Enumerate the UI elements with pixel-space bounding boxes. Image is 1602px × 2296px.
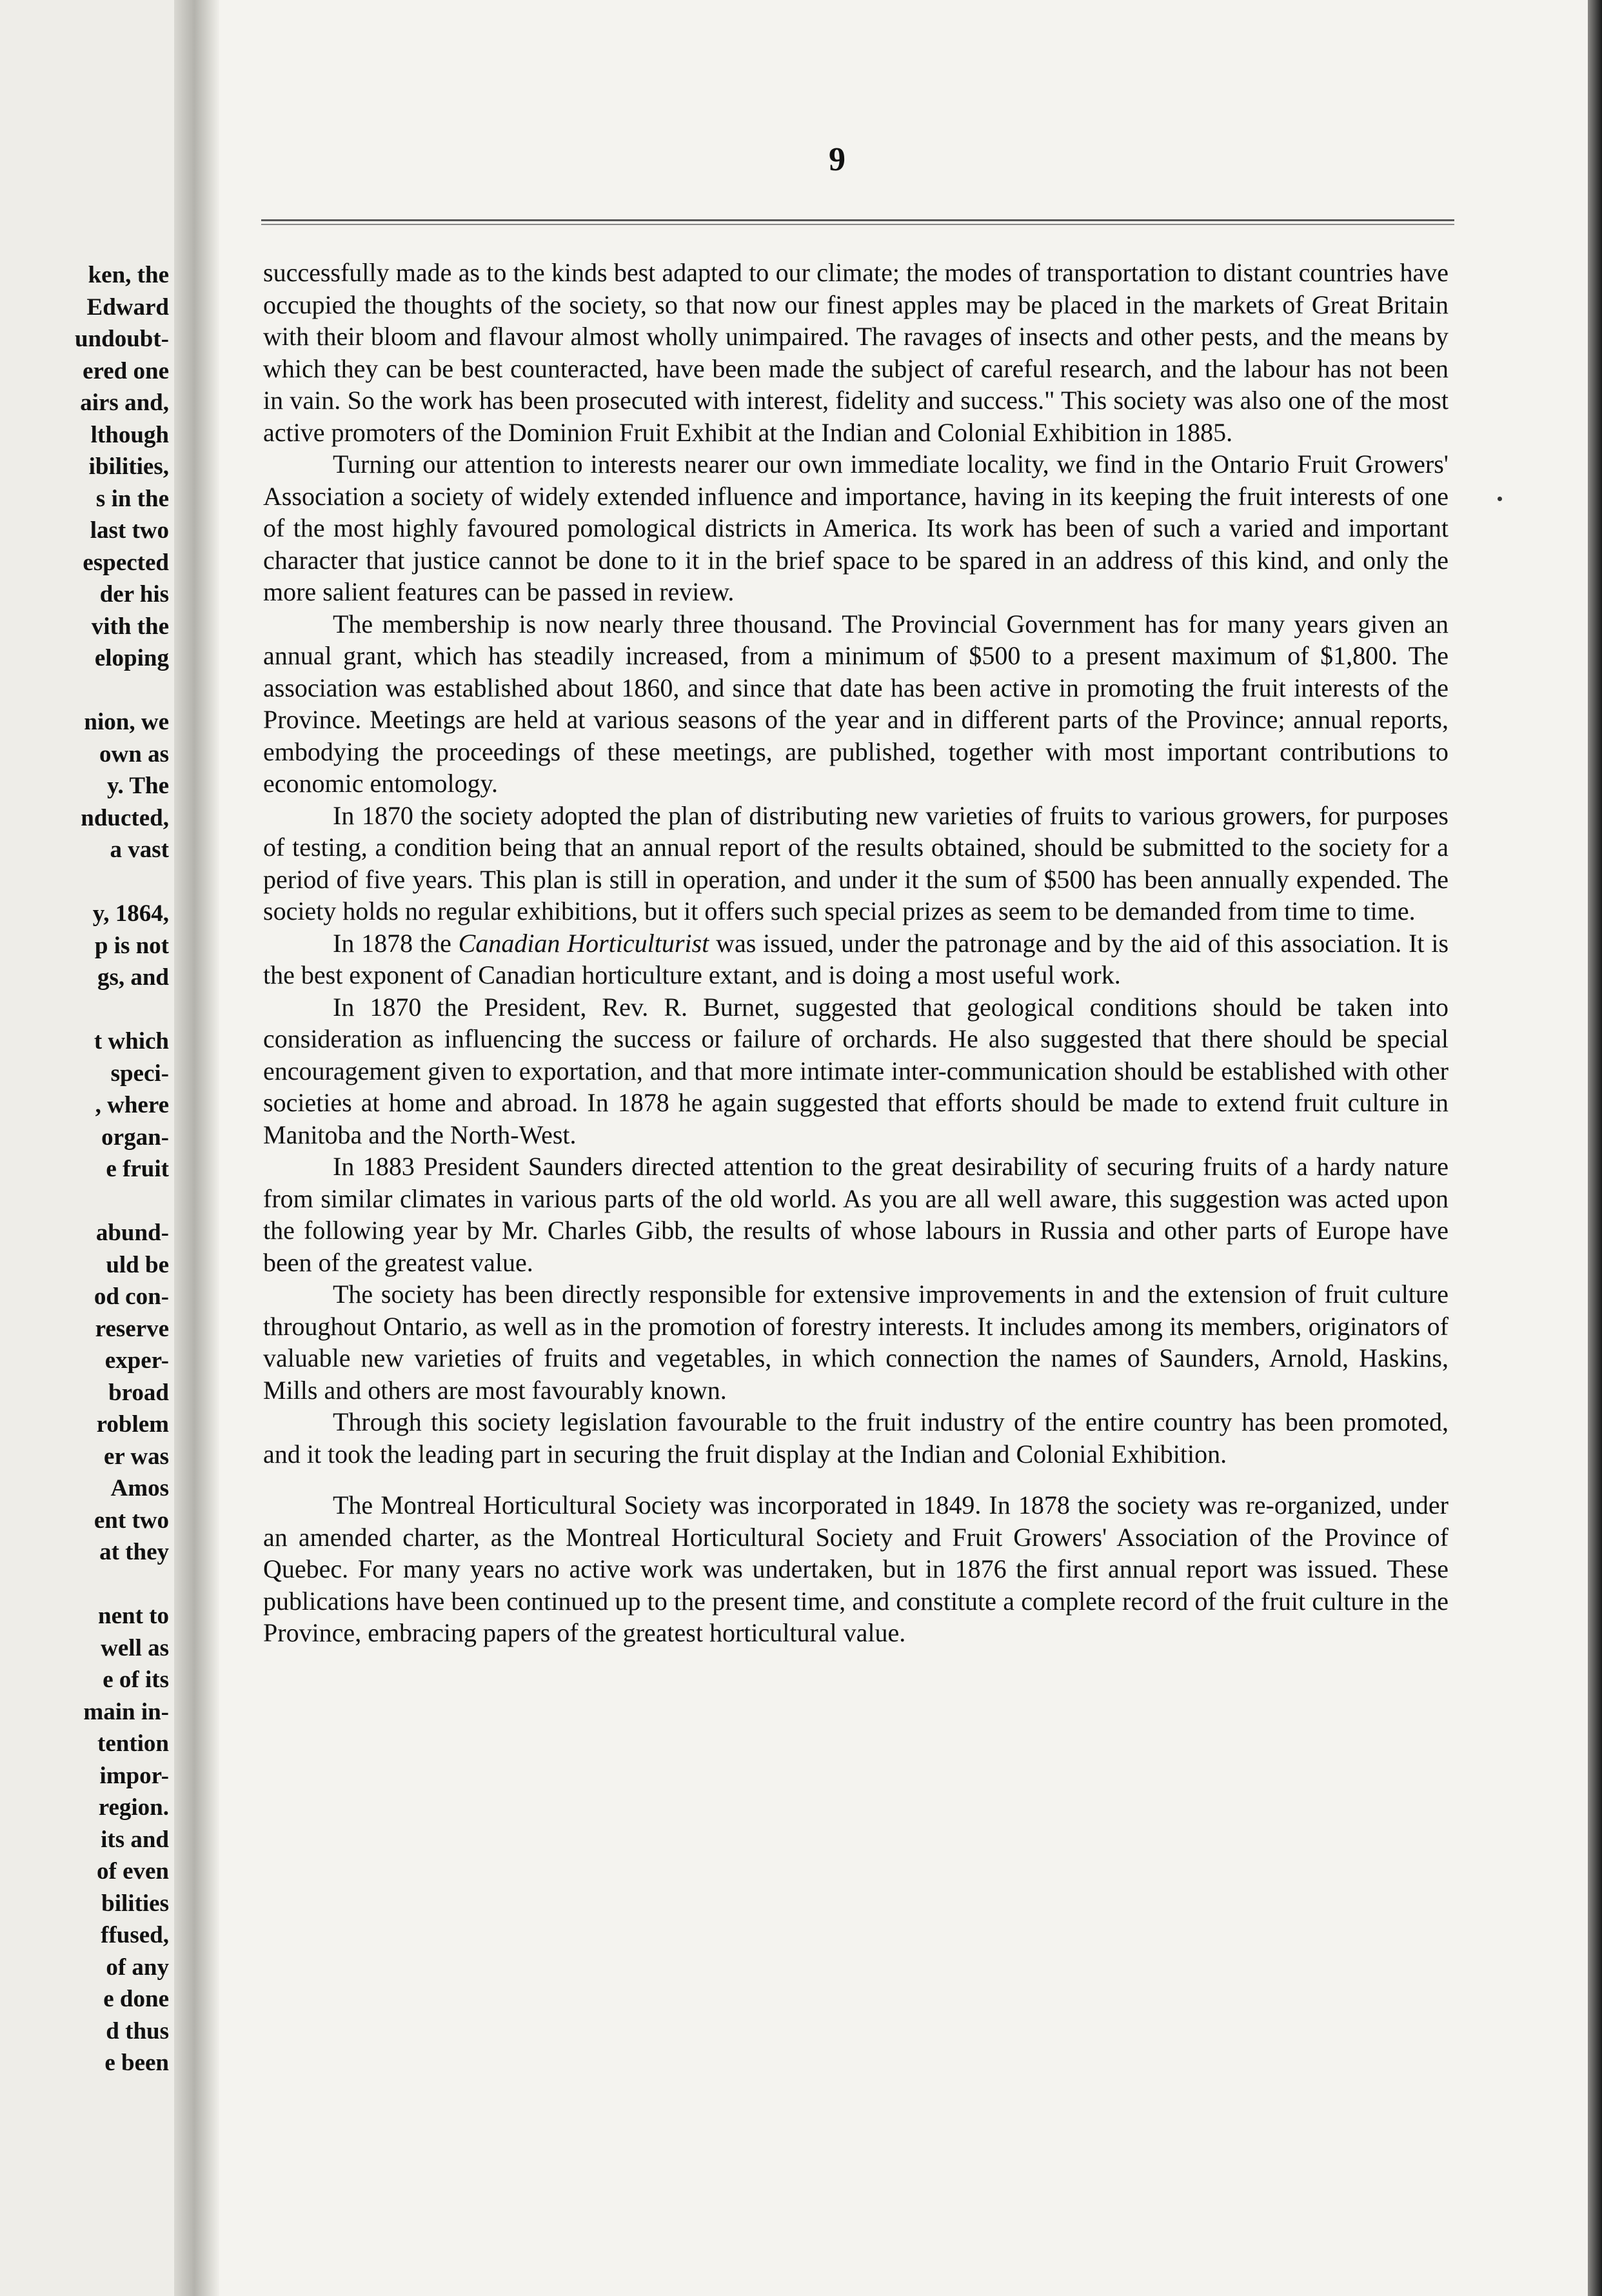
paragraph-montreal-society: The Montreal Horticultural Society was incorporated in 1849. In 1878 the society was re-organized, under an amended charter, as the Montreal Horticultural Society and Fruit Growers' Association of the Province of Quebec. For many years no active work was undertaken, but in 1876 the first annual report was issued. These publications have been continued up to the present time, and constitute a complete record of the fruit culture in the Province, embracing papers of the greatest horticultural value. <box>263 1490 1449 1647</box>
left-fragment-line: e fruit <box>106 1156 169 1182</box>
paragraph-saunders: In 1883 President Saunders directed attention to the great desirability of securing fruits of a hardy nature from similar climates in various parts of the old world. As you are all well aware, this suggestion was acted upon the following year by Mr. Charles Gibb, the results of whose labours in Russia and other parts of Europe have been of the greatest value. <box>263 1152 1449 1277</box>
left-fragment-line: s in the <box>95 485 169 512</box>
paragraph-continued: successfully made as to the kinds best adapted to our climate; the modes of transportation to distant countries have occupied the thoughts of the society, so that now our finest apples may be placed in the markets of Great Britain with their bloom and flavour almost wholly unimpaired. The ravages of insects and other pests, and the means by which they can be best counteracted, have been made the subject of careful research, and the labour has not been in vain. So the work has been prosecuted with interest, fidelity and success." This society was also one of the most active promoters of the Dominion Fruit Exhibit at the Indian and Colonial Exhibition in 1885. <box>263 258 1449 447</box>
book-gutter <box>174 0 219 2296</box>
left-fragment-line: e done <box>103 1986 169 2012</box>
left-fragment-line: broad <box>108 1379 169 1406</box>
left-fragment-line: d thus <box>106 2017 169 2044</box>
paragraph-ontario-association: Turning our attention to interests nearer our own immediate locality, we find in the Ontario Fruit Growers' Association a society of widely extended influence and importance, having in its keeping the fruit interests of one of the most highly favoured pomological districts in America. Its work has been of such a varied and important character that justice cannot be done to it in the brief space to be spared in an address of this kind, and only the more salient features can be passed in review. <box>263 450 1449 606</box>
left-fragment-line: y. The <box>107 773 169 799</box>
left-fragment-line: a vast <box>110 836 169 863</box>
left-fragment-line: last two <box>90 517 169 544</box>
left-fragment-line: impor- <box>99 1762 169 1789</box>
left-fragment-line: e been <box>104 2050 169 2076</box>
left-fragment-line: , where <box>95 1092 169 1118</box>
left-fragment-line: of any <box>106 1954 169 1981</box>
left-fragment-line: der his <box>99 581 169 608</box>
left-page-fragment <box>0 0 193 2296</box>
paragraph-canadian-horticulturist <box>263 927 1449 991</box>
left-fragment-line: tention <box>97 1730 169 1757</box>
left-fragment-line: ent two <box>94 1507 169 1534</box>
paragraph-distribution-plan: In 1870 the society adopted the plan of distributing new varieties of fruits to various growers, for purposes of testing, a condition being that an annual report of the results obtained, should be submitted to the society for a period of five years. This plan is still in operation, and under it the sum of $500 has been annually expended. The society holds no regular exhibitions, but it offers such special prizes as seem to be demanded from time to time. <box>263 800 1449 925</box>
header-rule <box>261 219 1454 225</box>
page-edge-shadow <box>1588 0 1602 2296</box>
left-fragment-line: reserve <box>95 1315 169 1342</box>
left-fragment-line: t which <box>94 1028 169 1054</box>
left-fragment-line: nion, we <box>84 709 169 735</box>
left-fragment-line: region. <box>98 1794 169 1821</box>
left-fragment-line: ken, the <box>88 262 169 288</box>
left-fragment-line: ffused, <box>101 1922 169 1948</box>
left-fragment-line: vith the <box>91 613 169 640</box>
publication-title: Canadian Horticulturist <box>458 928 709 958</box>
left-fragment-line: od con- <box>94 1283 169 1310</box>
left-fragment-line: at they <box>99 1539 169 1565</box>
left-fragment-line <box>0 1185 169 1218</box>
paragraph-1878-end: was issued, under the patronage and by the aid of this association. It is the best exponent of Canadian horticulture extant, and is doing a most useful work. <box>263 928 1449 989</box>
left-fragment-line: ered one <box>83 357 169 384</box>
left-fragment-line: roblem <box>96 1411 169 1438</box>
page-number: 9 <box>829 141 846 178</box>
left-fragment-line: er was <box>103 1443 169 1470</box>
left-fragment-line: e of its <box>103 1667 169 1693</box>
left-fragment-line: main in- <box>83 1698 169 1725</box>
left-fragment-line: ibilities, <box>88 453 169 480</box>
left-fragment-line: nent to <box>98 1603 169 1629</box>
paragraph-burnet: In 1870 the President, Rev. R. Burnet, suggested that geological conditions should be taken into consideration as influencing the success or failure of orchards. He also suggested that there should be special encouragement given to exportation, and that more intimate inter-communication should be established with other societies at home and abroad. In 1878 he again suggested that efforts should be made to extend fruit culture in Manitoba and the North-West. <box>263 992 1449 1149</box>
left-fragment-line: well as <box>101 1634 169 1661</box>
left-fragment-line: lthough <box>90 421 169 448</box>
left-fragment-line: espected <box>83 549 169 576</box>
left-page-text-fragments <box>0 259 169 2079</box>
left-fragment-line: airs and, <box>80 390 169 416</box>
paragraph-1878-start: In 1878 the <box>333 928 459 958</box>
left-fragment-line: undoubt- <box>74 326 169 352</box>
left-fragment-line: organ- <box>101 1123 169 1151</box>
left-fragment-line: bilities <box>101 1890 169 1917</box>
left-fragment-line <box>0 994 169 1026</box>
paragraph-legislation: Through this society legislation favourable to the fruit industry of the entire country has been promoted, and it took the leading part in securing the fruit display at the Indian and Colonial Exhibition. <box>263 1407 1449 1469</box>
left-fragment-line: speci- <box>110 1060 169 1087</box>
left-fragment-line: eloping <box>94 645 169 671</box>
print-speck <box>1498 497 1502 501</box>
left-fragment-line: exper- <box>104 1347 169 1374</box>
left-fragment-line: its and <box>101 1826 169 1853</box>
paragraph-improvements: The society has been directly responsible for extensive improvements in and the extension of fruit culture throughout Ontario, as well as in the promotion of forestry interests. It includes among its members, originators of valuable new varieties of fruits and vegetables, in which connection the names of Saunders, Arnold, Haskins, Mills and others are most favourably known. <box>263 1280 1449 1405</box>
left-fragment-line <box>0 675 169 707</box>
left-fragment-line <box>0 866 169 898</box>
left-fragment-line: nducted, <box>81 804 169 831</box>
left-fragment-line: uld be <box>106 1251 169 1278</box>
left-fragment-line: p is not <box>94 932 169 959</box>
left-fragment-line: abund- <box>95 1220 169 1246</box>
left-fragment-line: gs, and <box>97 964 169 991</box>
left-fragment-line: Amos <box>110 1475 169 1501</box>
left-fragment-line: own as <box>99 740 169 767</box>
left-fragment-line: of even <box>97 1858 169 1885</box>
left-fragment-line: Edward <box>86 293 169 321</box>
left-fragment-line: y, 1864, <box>92 900 169 927</box>
paragraph-membership: The membership is now nearly three thousand. The Provincial Government has for many years given an annual grant, which has steadily increased, from a minimum of $500 to a present maximum of $1,800. The association was established about 1860, and since that date has been active in promoting the fruit interests of the Province. Meetings are held at various seasons of the year and in different parts of the Province; annual reports, embodying the proceedings of these meetings, are published, together with most important contributions to economic entomology. <box>263 609 1449 798</box>
left-fragment-line <box>0 1569 169 1601</box>
body-text <box>263 257 1449 1649</box>
